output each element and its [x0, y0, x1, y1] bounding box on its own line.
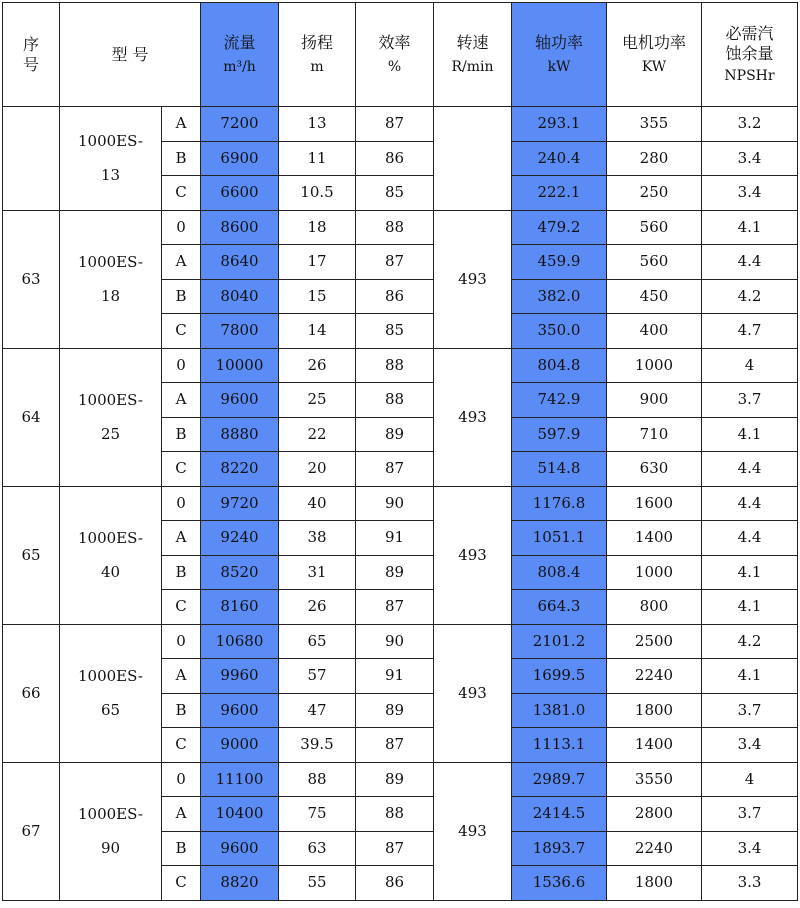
head-cell: 10.5	[279, 176, 356, 211]
flow-cell: 8040	[201, 279, 279, 314]
npshr-cell: 3.7	[702, 797, 798, 832]
motor-power-cell: 1800	[607, 866, 702, 901]
motor-power-cell: 2500	[607, 624, 702, 659]
head-cell: 25	[279, 383, 356, 418]
flow-cell: 9600	[201, 831, 279, 866]
model-cell	[60, 107, 162, 211]
grade-cell: A	[162, 107, 201, 142]
shaft-power-cell: 664.3	[512, 590, 607, 625]
speed-cell: 493	[434, 624, 512, 762]
head-cell: 38	[279, 521, 356, 556]
table-row	[3, 762, 798, 797]
grade-cell: C	[162, 314, 201, 349]
flow-cell: 8640	[201, 245, 279, 280]
flow-cell: 9240	[201, 521, 279, 556]
grade-cell: 0	[162, 762, 201, 797]
flow-cell: 8220	[201, 452, 279, 487]
head-cell: 57	[279, 659, 356, 694]
efficiency-cell: 90	[356, 486, 434, 521]
efficiency-cell: 89	[356, 693, 434, 728]
shaft-power-cell: 293.1	[512, 107, 607, 142]
motor-power-cell: 1400	[607, 728, 702, 763]
efficiency-cell: 88	[356, 210, 434, 245]
shaft-power-cell: 222.1	[512, 176, 607, 211]
head-cell: 20	[279, 452, 356, 487]
efficiency-cell: 90	[356, 624, 434, 659]
head-cell: 26	[279, 590, 356, 625]
npshr-cell: 4.7	[702, 314, 798, 349]
flow-cell: 10000	[201, 348, 279, 383]
flow-cell: 9600	[201, 693, 279, 728]
npshr-cell: 3.4	[702, 141, 798, 176]
npshr-cell: 4	[702, 348, 798, 383]
head-cell: 47	[279, 693, 356, 728]
npshr-cell: 4.1	[702, 210, 798, 245]
shaft-power-cell: 1113.1	[512, 728, 607, 763]
shaft-power-cell: 1381.0	[512, 693, 607, 728]
grade-cell: 0	[162, 348, 201, 383]
motor-power-cell: 1000	[607, 555, 702, 590]
header-npshr-unit: NPSHr	[724, 67, 775, 84]
motor-power-cell: 2800	[607, 797, 702, 832]
flow-cell: 8520	[201, 555, 279, 590]
motor-power-cell: 2240	[607, 831, 702, 866]
npshr-cell: 4	[702, 762, 798, 797]
header-npshr-line1: 必需汽	[725, 23, 774, 43]
header-motor-power-unit: KW	[641, 58, 667, 75]
model-cell	[60, 624, 162, 762]
flow-cell: 8160	[201, 590, 279, 625]
efficiency-cell: 86	[356, 141, 434, 176]
header-head-unit: m	[310, 58, 324, 75]
shaft-power-cell: 459.9	[512, 245, 607, 280]
head-cell: 15	[279, 279, 356, 314]
motor-power-cell: 355	[607, 107, 702, 142]
header-speed-label: 转速	[456, 32, 489, 52]
header-head-label: 扬程	[300, 32, 333, 52]
shaft-power-cell: 804.8	[512, 348, 607, 383]
motor-power-cell: 2240	[607, 659, 702, 694]
header-row	[3, 3, 798, 107]
efficiency-cell: 91	[356, 521, 434, 556]
npshr-cell: 4.1	[702, 590, 798, 625]
table-row	[3, 486, 798, 521]
seq-cell: 64	[3, 348, 60, 486]
model-line-1: 1000ES-	[77, 529, 144, 547]
header-speed-unit: R/min	[451, 58, 494, 75]
grade-cell: 0	[162, 486, 201, 521]
npshr-cell: 3.4	[702, 728, 798, 763]
flow-cell: 8820	[201, 866, 279, 901]
efficiency-cell: 89	[356, 762, 434, 797]
model-line-1: 1000ES-	[77, 132, 144, 151]
grade-cell: B	[162, 141, 201, 176]
model-line-2: 65	[100, 701, 121, 719]
shaft-power-cell: 240.4	[512, 141, 607, 176]
table-row	[3, 348, 798, 383]
motor-power-cell: 3550	[607, 762, 702, 797]
grade-cell: B	[162, 831, 201, 866]
pump-performance-table-wrapper	[2, 2, 798, 901]
shaft-power-cell: 382.0	[512, 279, 607, 314]
shaft-power-cell: 742.9	[512, 383, 607, 418]
head-cell: 55	[279, 866, 356, 901]
shaft-power-cell: 350.0	[512, 314, 607, 349]
model-line-1: 1000ES-	[77, 391, 144, 409]
grade-cell: B	[162, 555, 201, 590]
flow-cell: 9000	[201, 728, 279, 763]
flow-cell: 11100	[201, 762, 279, 797]
speed-cell	[434, 107, 512, 211]
shaft-power-cell: 2101.2	[512, 624, 607, 659]
grade-cell: A	[162, 245, 201, 280]
grade-cell: B	[162, 279, 201, 314]
flow-cell: 7200	[201, 107, 279, 142]
header-efficiency	[356, 3, 434, 107]
shaft-power-cell: 597.9	[512, 417, 607, 452]
flow-cell: 6900	[201, 141, 279, 176]
table-row	[3, 624, 798, 659]
flow-cell: 6600	[201, 176, 279, 211]
shaft-power-cell: 2989.7	[512, 762, 607, 797]
flow-cell: 8600	[201, 210, 279, 245]
grade-cell: C	[162, 728, 201, 763]
header-flow-unit: m³/h	[223, 58, 256, 75]
grade-cell: B	[162, 693, 201, 728]
shaft-power-cell: 1051.1	[512, 521, 607, 556]
model-line-2: 18	[100, 287, 121, 305]
head-cell: 17	[279, 245, 356, 280]
head-cell: 22	[279, 417, 356, 452]
efficiency-cell: 87	[356, 831, 434, 866]
efficiency-cell: 88	[356, 383, 434, 418]
npshr-cell: 3.2	[702, 107, 798, 142]
efficiency-cell: 87	[356, 245, 434, 280]
efficiency-cell: 88	[356, 348, 434, 383]
efficiency-cell: 87	[356, 107, 434, 142]
shaft-power-cell: 479.2	[512, 210, 607, 245]
head-cell: 39.5	[279, 728, 356, 763]
shaft-power-cell: 1893.7	[512, 831, 607, 866]
model-line-2: 25	[100, 425, 121, 443]
head-cell: 65	[279, 624, 356, 659]
model-cell	[60, 486, 162, 624]
flow-cell: 8880	[201, 417, 279, 452]
efficiency-cell: 88	[356, 797, 434, 832]
efficiency-cell: 85	[356, 314, 434, 349]
header-efficiency-label: 效率	[378, 32, 411, 52]
npshr-cell: 3.4	[702, 831, 798, 866]
efficiency-cell: 86	[356, 279, 434, 314]
head-cell: 31	[279, 555, 356, 590]
motor-power-cell: 560	[607, 245, 702, 280]
motor-power-cell: 1600	[607, 486, 702, 521]
table-body	[3, 107, 798, 901]
header-head	[279, 3, 356, 107]
motor-power-cell: 1400	[607, 521, 702, 556]
flow-cell: 7800	[201, 314, 279, 349]
motor-power-cell: 280	[607, 141, 702, 176]
flow-cell: 9600	[201, 383, 279, 418]
head-cell: 14	[279, 314, 356, 349]
grade-cell: C	[162, 590, 201, 625]
grade-cell: C	[162, 176, 201, 211]
motor-power-cell: 630	[607, 452, 702, 487]
efficiency-cell: 87	[356, 590, 434, 625]
seq-cell: 67	[3, 762, 60, 900]
speed-cell: 493	[434, 486, 512, 624]
head-cell: 63	[279, 831, 356, 866]
head-cell: 11	[279, 141, 356, 176]
model-cell	[60, 210, 162, 348]
pump-performance-table	[2, 2, 798, 901]
motor-power-cell: 400	[607, 314, 702, 349]
model-line-2: 13	[100, 166, 121, 185]
flow-cell: 10400	[201, 797, 279, 832]
grade-cell: 0	[162, 210, 201, 245]
efficiency-cell: 89	[356, 555, 434, 590]
head-cell: 13	[279, 107, 356, 142]
shaft-power-cell: 808.4	[512, 555, 607, 590]
model-line-2: 90	[100, 839, 121, 857]
efficiency-cell: 87	[356, 728, 434, 763]
npshr-cell: 4.1	[702, 417, 798, 452]
efficiency-cell: 86	[356, 866, 434, 901]
grade-cell: A	[162, 797, 201, 832]
flow-cell: 9720	[201, 486, 279, 521]
npshr-cell: 4.2	[702, 279, 798, 314]
model-cell	[60, 762, 162, 900]
speed-cell: 493	[434, 348, 512, 486]
npshr-cell: 4.1	[702, 555, 798, 590]
model-line-1: 1000ES-	[77, 667, 144, 685]
header-efficiency-unit: %	[387, 58, 402, 75]
speed-cell: 493	[434, 762, 512, 900]
motor-power-cell: 250	[607, 176, 702, 211]
efficiency-cell: 91	[356, 659, 434, 694]
npshr-cell: 3.3	[702, 866, 798, 901]
model-line-1: 1000ES-	[77, 253, 144, 271]
motor-power-cell: 710	[607, 417, 702, 452]
header-motor-power	[607, 3, 702, 107]
seq-cell	[3, 107, 60, 211]
head-cell: 26	[279, 348, 356, 383]
npshr-cell: 4.1	[702, 659, 798, 694]
model-line-2: 40	[100, 563, 121, 581]
npshr-cell: 3.7	[702, 383, 798, 418]
shaft-power-cell: 1536.6	[512, 866, 607, 901]
motor-power-cell: 800	[607, 590, 702, 625]
head-cell: 18	[279, 210, 356, 245]
npshr-cell: 3.4	[702, 176, 798, 211]
efficiency-cell: 85	[356, 176, 434, 211]
grade-cell: C	[162, 866, 201, 901]
grade-cell: 0	[162, 624, 201, 659]
grade-cell: A	[162, 659, 201, 694]
grade-cell: C	[162, 452, 201, 487]
header-shaft-power-unit: kW	[547, 58, 571, 75]
head-cell: 75	[279, 797, 356, 832]
motor-power-cell: 450	[607, 279, 702, 314]
npshr-cell: 4.4	[702, 521, 798, 556]
motor-power-cell: 1000	[607, 348, 702, 383]
speed-cell: 493	[434, 210, 512, 348]
npshr-cell: 4.4	[702, 452, 798, 487]
header-shaft-power	[512, 3, 607, 107]
seq-cell: 63	[3, 210, 60, 348]
head-cell: 40	[279, 486, 356, 521]
head-cell: 88	[279, 762, 356, 797]
npshr-cell: 4.2	[702, 624, 798, 659]
header-npshr-line2: 蚀余量	[725, 43, 774, 63]
table-row	[3, 107, 798, 142]
table-row	[3, 210, 798, 245]
shaft-power-cell: 514.8	[512, 452, 607, 487]
header-motor-power-label: 电机功率	[621, 32, 686, 52]
npshr-cell: 3.7	[702, 693, 798, 728]
shaft-power-cell: 1176.8	[512, 486, 607, 521]
grade-cell: B	[162, 417, 201, 452]
grade-cell: A	[162, 383, 201, 418]
efficiency-cell: 87	[356, 452, 434, 487]
shaft-power-cell: 2414.5	[512, 797, 607, 832]
model-cell	[60, 348, 162, 486]
efficiency-cell: 89	[356, 417, 434, 452]
seq-cell: 65	[3, 486, 60, 624]
header-seq: 序 号	[3, 3, 60, 107]
motor-power-cell: 900	[607, 383, 702, 418]
seq-cell: 66	[3, 624, 60, 762]
npshr-cell: 4.4	[702, 486, 798, 521]
header-npshr	[702, 3, 798, 107]
flow-cell: 9960	[201, 659, 279, 694]
header-model: 型 号	[60, 3, 201, 107]
header-flow-label: 流量	[223, 32, 256, 52]
shaft-power-cell: 1699.5	[512, 659, 607, 694]
header-speed	[434, 3, 512, 107]
flow-cell: 10680	[201, 624, 279, 659]
npshr-cell: 4.4	[702, 245, 798, 280]
grade-cell: A	[162, 521, 201, 556]
motor-power-cell: 1800	[607, 693, 702, 728]
model-line-1: 1000ES-	[77, 805, 144, 823]
header-flow	[201, 3, 279, 107]
motor-power-cell: 560	[607, 210, 702, 245]
header-shaft-power-label: 轴功率	[534, 32, 583, 52]
